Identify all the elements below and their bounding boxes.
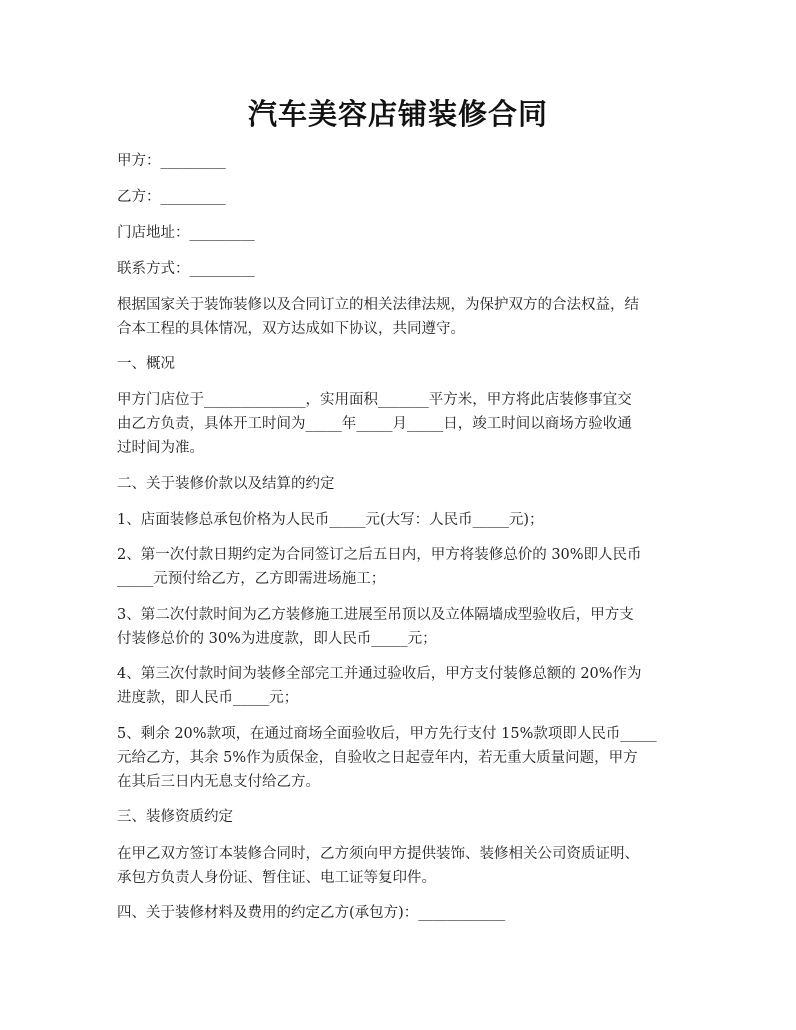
section-3-body xyxy=(117,842,687,890)
section-1-line: 过时间为准。 xyxy=(117,440,204,456)
payment-item-line: 1、店面装修总承包价格为人民币_____元(大写：人民币_____元)； xyxy=(117,512,544,528)
party-a-field: 甲方：_________ xyxy=(117,153,226,169)
intro-line: 合本工程的具体情况，双方达成如下协议，共同遵守。 xyxy=(117,321,465,337)
contact-field: 联系方式：_________ xyxy=(117,261,255,277)
payment-item-4 xyxy=(117,662,687,710)
payment-item-line: 3、第二次付款时间为乙方装修施工进展至吊顶以及立体隔墙成型验收后，甲方支 xyxy=(117,607,634,623)
payment-item-line: 在其后三日内无息支付给乙方。 xyxy=(117,774,320,790)
payment-item-1 xyxy=(117,508,687,532)
store-address-field: 门店地址：_________ xyxy=(117,225,255,241)
section-4-heading: 四、关于装修材料及费用的约定乙方(承包方)：____________ xyxy=(117,905,506,921)
payment-item-line: 进度款，即人民币_____元； xyxy=(117,690,299,706)
section-1-line: 由乙方负责，具体开工时间为_____年_____月_____日，竣工时间以商场方验收通 xyxy=(117,416,632,432)
payment-item-line: _____元预付给乙方，乙方即需进场施工； xyxy=(117,571,386,587)
payment-item-5 xyxy=(117,722,687,794)
payment-item-line: 付装修总价的 30%为进度款，即人民币_____元； xyxy=(117,631,437,647)
payment-item-line: 2、第一次付款日期约定为合同签订之后五日内，甲方将装修总价的 30%即人民币 xyxy=(117,547,642,563)
intro-line: 根据国家关于装饰装修以及合同订立的相关法律法规，为保护双方的合法权益，结 xyxy=(117,297,639,313)
payment-item-3 xyxy=(117,603,687,651)
section-3-line: 承包方负责人身份证、暂住证、电工证等复印件。 xyxy=(117,870,436,886)
section-3-heading: 三、装修资质约定 xyxy=(117,809,233,825)
payment-item-line: 5、剩余 20%款项，在通过商场全面验收后，甲方先行支付 15%款项即人民币_____ xyxy=(117,726,657,742)
intro-paragraph xyxy=(117,293,687,341)
payment-item-2 xyxy=(117,543,687,591)
section-1-line: 甲方门店位于______________，实用面积_______平方米，甲方将此店装修事宜交 xyxy=(117,392,632,408)
document-title: 汽车美容店铺装修合同 xyxy=(247,97,548,131)
payment-item-line: 元给乙方，其余 5%作为质保金，自验收之日起壹年内，若无重大质量问题，甲方 xyxy=(117,750,638,766)
section-2-heading: 二、关于装修价款以及结算的约定 xyxy=(117,476,335,492)
section-3-line: 在甲乙双方签订本装修合同时，乙方须向甲方提供装饰、装修相关公司资质证明、 xyxy=(117,846,639,862)
payment-item-line: 4、第三次付款时间为装修全部完工并通过验收后，甲方支付装修总额的 20%作为 xyxy=(117,666,642,682)
party-b-field: 乙方：_________ xyxy=(117,189,226,205)
section-1-heading: 一、概况 xyxy=(117,356,175,372)
section-1-body xyxy=(117,388,687,460)
